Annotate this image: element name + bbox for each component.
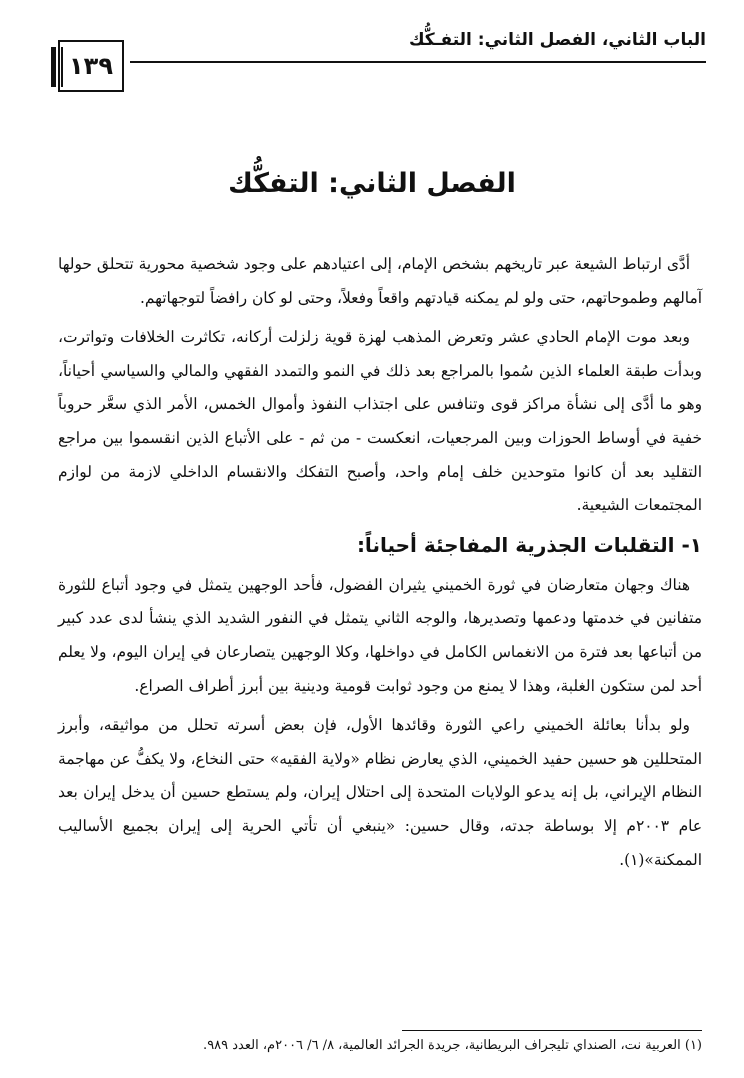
section-heading: ١- التقلبات الجذرية المفاجئة أحياناً:	[356, 532, 702, 557]
chapter-title: الفصل الثاني: التفكُّك	[228, 168, 516, 200]
body-text	[58, 248, 702, 883]
paragraph: وبعد موت الإمام الحادي عشر وتعرض المذهب لهزة قوية زلزلت أركانه، تكاثرت الخلافات وتواترت، وبدأت طبقة العلماء الذين سُموا بالمراجع بعد ذلك في النمو والتمدد الفقهي والمالي والسياسي أحياناً، وهو ما أدَّى إلى نشأة مراكز قوى وتنافس على اجتذاب النفوذ وأموال الخمس، الأمر الذي سعَّر حروباً خفية في أوساط الحوزات وبين المرجعيات، انعكست - من ثم - على الأتباع الذين انقسموا بين مراجع التقليد بعد أن كانوا متوحدين خلف إمام واحد، وأصبح التفكك والانقسام الداخلي لازمة من لوازم المجتمعات الشيعية.	[58, 328, 702, 515]
footnote-rule	[402, 1030, 702, 1031]
paragraph: أدَّى ارتباط الشيعة عبر تاريخهم بشخص الإمام، إلى اعتيادهم على وجود شخصية محورية تتحلق حولها آمالهم وطموحاتهم، حتى ولو لم يمكنه قيادتهم واقعاً وفعلاً، وحتى لو كان رافضاً لتوجهاتهم.	[58, 255, 702, 307]
paragraph: ولو بدأنا بعائلة الخميني راعي الثورة وقائدها الأول، فإن بعض أسرته تحلل من مواثيقه، وأبرز المتحللين هو حسين حفيد الخميني، الذي يعارض نظام «ولاية الفقيه» حتى النخاع، ولا يكفُّ عن مهاجمة النظام الإيراني، بل إنه يدعو الولايات المتحدة إلى احتلال إيران، ولم يستطع حسين أن يدخل إيران بعد عام ٢٠٠٣م إلا بوساطة جدته، وقال حسين: «ينبغي أن تأتي الحرية إلى إيران بجميع الأساليب الممكنة»(١).	[58, 716, 703, 869]
paragraph: هناك وجهان متعارضان في ثورة الخميني يثيران الفضول، فأحد الوجهين يتمثل في وجود أتباع للثورة متفانين في خدمتها ودعمها وتصديرها، والوجه الثاني يتمثل في النفور الشديد الذي ينشأ لدى عدد كبير من أتباعها بعد فترة من الانغماس الكامل في دواخلها، وكلا الوجهين يتصارعان في إيران اليوم، ولا يعلم أحد لمن ستكون الغلبة، وهذا لا يمنع من وجود ثوابت قومية ودينية بين أبرز أطراف الصراع.	[58, 575, 702, 695]
footnote: (١) العربية نت، الصنداي تليجراف البريطانية، جريدة الجرائد العالمية، ٨/ ٦/ ٢٠٠٦م، العدد ٩٨٩.	[203, 1038, 702, 1053]
page-number-box	[58, 40, 124, 92]
page-number: ١٣٩	[69, 52, 113, 80]
header-rule	[130, 61, 706, 63]
running-header: الباب الثاني، الفصل الثاني: التفـكُّك	[408, 30, 706, 50]
